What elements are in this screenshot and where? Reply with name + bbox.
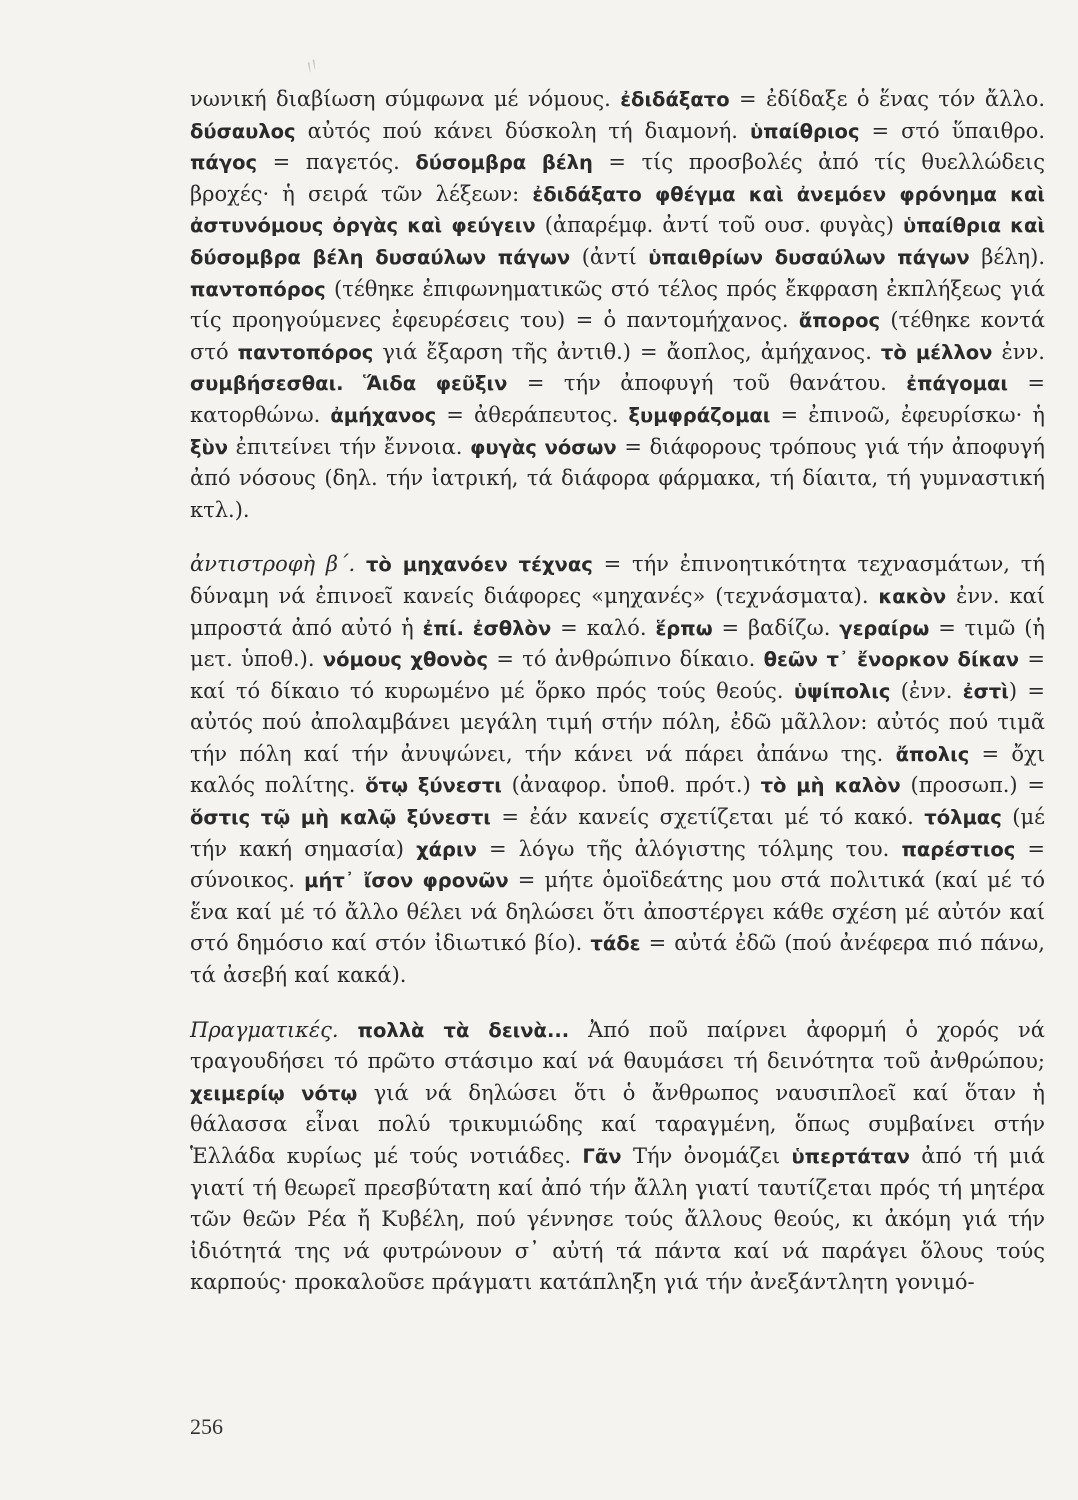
- lemma-term: τὸ μὴ καλὸν: [760, 774, 901, 798]
- lemma-term: πολλὰ τὰ δεινὰ...: [357, 1018, 570, 1042]
- gloss-text: = τήν ἀποφυγή τοῦ θανάτου.: [507, 371, 907, 396]
- lemma-term: ξυμφράζομαι: [628, 403, 771, 427]
- gloss-text: = τήν ἐπινοητικότητα τεχνασμάτων, τή δύναμη νά ἐπινοεῖ κανείς διάφορες «μηχανές» (τεχνάσματα).: [190, 552, 1045, 608]
- lemma-term: ὅστις τῷ μὴ καλῷ ξύνεστι: [190, 806, 491, 830]
- lemma-term: χειμερίῳ νότῳ: [190, 1081, 358, 1105]
- gloss-text: = ὄχι καλός πολίτης.: [190, 741, 1045, 798]
- gloss-text: = ἀθεράπευτος.: [436, 402, 629, 427]
- section-heading: Πραγματικές.: [190, 1017, 339, 1042]
- lemma-term: συμβήσεσθαι.: [190, 372, 344, 396]
- gloss-text: ἐπιτείνει τήν ἔννοια.: [227, 434, 471, 459]
- lemma-term: τάδε: [590, 932, 641, 956]
- gloss-text: Ἀπό ποῦ παίρνει ἀφορμή ὁ χορός νά τραγουδήσει τό πρῶτο στάσιμο καί νά θαυμάσει τή δεινότητα τοῦ ἀνθρώπου;: [190, 1017, 1045, 1074]
- lemma-term: φυγὰς νόσων: [470, 435, 617, 459]
- gloss-text: = παγετός.: [257, 150, 416, 175]
- lemma-term: ξύνεστι: [417, 774, 502, 798]
- lemma-term: παντοπόρος: [190, 277, 326, 301]
- lemma-term: ἄπορος: [798, 309, 881, 333]
- gloss-text: = λόγω τῆς ἀλόγιστης τόλμης του.: [476, 836, 902, 861]
- lemma-term: ἐδιδάξατο φθέγμα καὶ ἀνεμόεν φρόνημα καὶ ἀστυνόμους ὀργὰς καὶ φεύγειν: [190, 182, 1046, 238]
- lemma-term: πάγος: [190, 151, 258, 175]
- lemma-term: ἀμήχανος: [330, 403, 437, 427]
- text-column: [190, 84, 1045, 1299]
- lemma-term: ἕρπω: [655, 616, 713, 640]
- gloss-text: = ἐάν κανείς σχετίζεται μέ τό κακό.: [490, 805, 925, 830]
- gloss-text: (τέθηκε κοντά στό: [190, 308, 1045, 364]
- gloss-text: νωνική διαβίωση σύμφωνα μέ νόμους.: [190, 87, 621, 111]
- gloss-text: αὐτός πού κάνει δύσκολη τή διαμονή.: [295, 118, 750, 143]
- gloss-text: = ἐπινοῶ, ἐφευρίσκω· ἡ: [770, 402, 1045, 427]
- gloss-text: βέλη).: [969, 244, 1045, 269]
- lemma-term: κακὸν: [878, 584, 947, 608]
- gloss-text: [344, 371, 363, 395]
- lemma-term: ὑπαιθρίων δυσαύλων πάγων: [648, 245, 970, 269]
- gloss-text: = βαδίζω.: [712, 615, 840, 640]
- lemma-term: τὸ μηχανόεν τέχνας: [365, 553, 593, 577]
- gloss-text: ἐνν.: [992, 339, 1045, 364]
- lemma-term: χάριν: [416, 837, 477, 861]
- gloss-text: [339, 1018, 358, 1042]
- gloss-text: γιά ἔξαρση τῆς ἀντιθ.) = ἄοπλος, ἀμήχανος.: [373, 339, 881, 364]
- lemma-term: Ἅιδα φεῦξιν: [363, 372, 508, 396]
- lemma-term: νόμους χθονὸς: [322, 648, 489, 672]
- lemma-term: ὑπαίθριος: [750, 119, 860, 143]
- gloss-text: ἐνν. καί μπροστά ἀπό αὐτό ἡ: [190, 583, 1045, 640]
- gloss-text: (προσωπ.) =: [900, 773, 1046, 798]
- gloss-text: ἀπό τή μιά γιατί τή θεωρεῖ πρεσβύτατη καί ἀπό τήν ἄλλη γιατί ταυτίζεται πρός τή μητέρα τῶν θεῶν Ρέα ἤ Κυβέλη, πού γέννησε τούς ἄλλους θεούς, κι ἀκόμη γιά τήν ἰδιότητά της νά φυτρώνουν σ᾽ αὐτή τά πάντα καί νά παράγει ὅλους τούς καρπούς· προκαλοῦσε πράγματι κατάπληξη γιά τήν ἀνεξάντλητη γονιμό-: [190, 1144, 1045, 1295]
- gloss-text: (ἀναφορ. ὑποθ. πρότ.): [501, 773, 761, 798]
- page-number: 256: [190, 1414, 223, 1439]
- lemma-term: ὅτῳ: [365, 774, 409, 798]
- lemma-term: ἐπί.: [422, 616, 464, 640]
- gloss-text: [355, 552, 366, 576]
- section-heading: ἀντιστροφὴ β΄.: [190, 552, 356, 577]
- gloss-text: = μήτε ὁμοϊδεάτης μου στά πολιτικά (καί μέ τό ἕνα καί μέ τό ἄλλο θέλει νά δηλώσει ὅτι ἀποστέργει κάθε σχέση μέ αὐτόν καί στό δημόσιο καί στόν ἰδιωτικό βίο).: [190, 868, 1046, 956]
- lemma-term: ὑπερτάταν: [791, 1145, 910, 1168]
- lemma-term: ἐδιδάξατο: [620, 88, 730, 111]
- gloss-text: = ἐδίδαξε ὁ ἕνας τόν ἄλλο.: [729, 87, 1045, 111]
- gloss-text: γιά νά δηλώσει ὅτι ὁ ἄνθρωπος ναυσιπλοεῖ καί ὅταν ἡ θάλασσα εἶναι πολύ τρικυμιώδης καί ταραγμένη, ὅπως συμβαίνει στήν Ἑλλάδα κυρίως μέ τούς νοτιάδες.: [190, 1080, 1045, 1168]
- gloss-text: [408, 773, 418, 797]
- gloss-text: = τό ἀνθρώπινο δίκαιο.: [488, 647, 764, 672]
- gloss-text: Τήν ὀνομάζει: [621, 1144, 792, 1168]
- lemma-term: ξὺν: [190, 435, 228, 459]
- gloss-text: = στό ὕπαιθρο.: [859, 118, 1045, 143]
- gloss-text: (ἀντί: [570, 244, 649, 269]
- lemma-term: ἐσθλὸν: [472, 616, 552, 640]
- lemma-term: ὑπαίθρια καὶ δύσομβρα βέλη δυσαύλων πάγων: [190, 214, 1045, 269]
- paragraph-1: [190, 84, 1045, 526]
- gloss-text: = καλό.: [551, 615, 656, 640]
- gloss-text: (μέ τήν κακή σημασία): [190, 805, 1045, 861]
- lemma-term: Γᾶν: [582, 1145, 622, 1168]
- gloss-text: [464, 616, 473, 640]
- lemma-term: γεραίρω: [839, 616, 930, 640]
- lemma-term: ἐπάγομαι: [906, 372, 1008, 396]
- lemma-term: τόλμας: [924, 806, 1002, 830]
- lemma-term: ἐστὶ: [962, 679, 1009, 703]
- lemma-term: μήτ᾽ ἴσον φρονῶν: [304, 869, 509, 893]
- gloss-text: (ἐνν.: [890, 678, 963, 703]
- gloss-text: = κατορθώνω.: [190, 371, 1045, 427]
- lemma-term: παρέστιος: [901, 837, 1016, 861]
- lemma-term: δύσαυλος: [190, 119, 296, 143]
- gloss-text: = τιμῶ (ἡ μετ. ὑποθ.).: [190, 615, 1045, 672]
- lemma-term: παντοπόρος: [237, 340, 374, 364]
- gloss-text: = διάφορους τρόπους γιά τήν ἀποφυγή ἀπό νόσους (δηλ. τήν ἰατρική, τά διάφορα φάρμακα, τή δίαιτα, τή γυμναστική κτλ.).: [190, 434, 1046, 522]
- gloss-text: = τίς προσβολές ἀπό τίς θυελλώδεις βροχές· ἡ σειρά τῶν λέξεων:: [190, 150, 1045, 206]
- gloss-text: ) = αὐτός πού ἀπολαμβάνει μεγάλη τιμή στήν πόλη, ἐδῶ μᾶλλον: αὐτός πού τιμᾶ τήν πόλη καί τήν ἀνυψώνει, τήν κάνει νά πάρει ἀπάνω της.: [190, 678, 1045, 766]
- paragraph-2: [190, 549, 1045, 991]
- lemma-term: τὸ μέλλον: [880, 340, 993, 364]
- gloss-text: (τέθηκε ἐπιφωνηματικῶς στό τέλος πρός ἔκφραση ἐκπλήξεως γιά τίς προηγούμενες ἐφευρέσεις του) = ὁ παντομήχανος.: [190, 276, 1045, 333]
- lemma-term: δύσομβρα βέλη: [415, 151, 593, 175]
- gloss-text: = σύνοικος.: [190, 836, 1046, 893]
- lemma-term: θεῶν τ᾽ ἔνορκον δίκαν: [763, 648, 1020, 672]
- gloss-text: = καί τό δίκαιο τό κυρωμένο μέ ὅρκο πρός τούς θεούς.: [190, 647, 1045, 703]
- page-scuff-mark: 〃: [297, 51, 327, 82]
- paragraph-3: [190, 1015, 1045, 1299]
- gloss-text: (ἀπαρέμφ. ἀντί τοῦ ουσ. φυγὰς): [535, 213, 904, 238]
- lemma-term: ἄπολις: [895, 742, 970, 766]
- gloss-text: = αὐτά ἐδῶ (πού ἀνέφερα πιό πάνω, τά ἀσεβή καί κακά).: [190, 931, 1045, 988]
- lemma-term: ὑψίπολις: [793, 679, 891, 703]
